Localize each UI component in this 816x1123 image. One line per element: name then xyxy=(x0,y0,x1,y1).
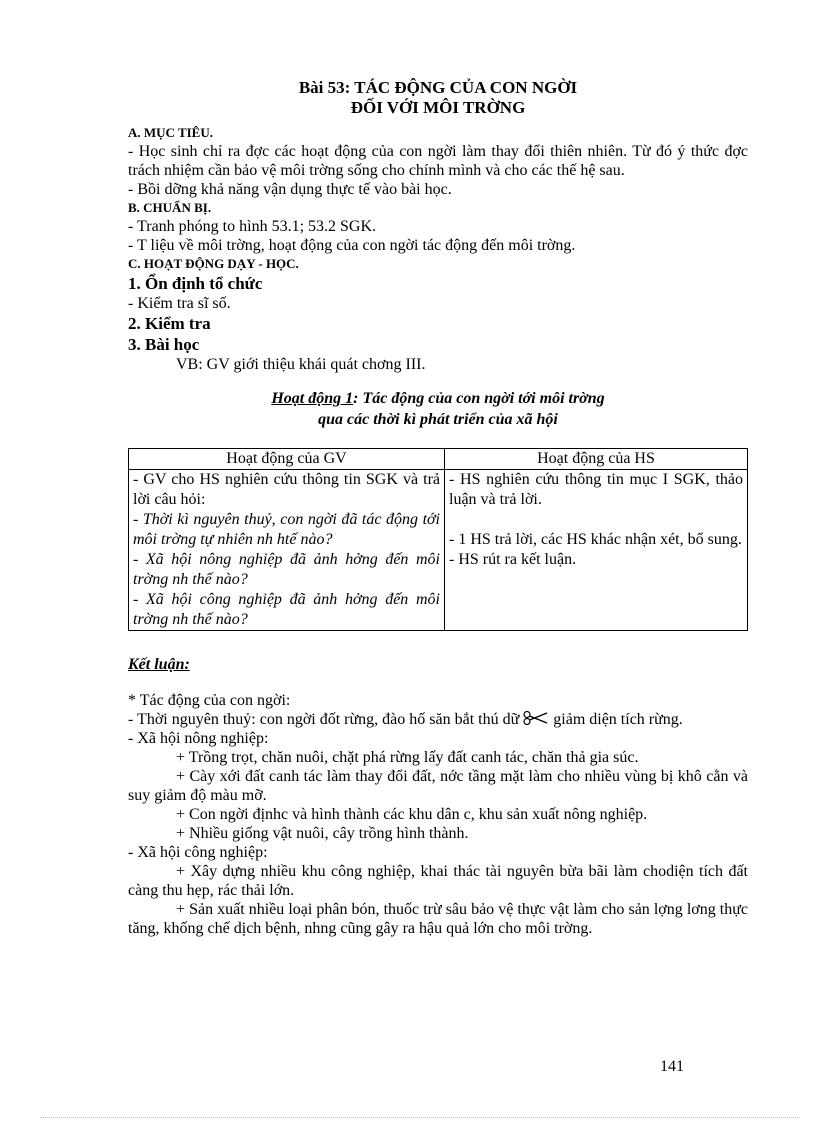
gv-item-3: - Xã hội nông nghiệp đã ảnh hởng đến môi trờng nh thế nào? xyxy=(133,551,440,588)
activity-title xyxy=(128,388,748,409)
activity-title-rest: : Tác động của con ngời tới môi trờng xyxy=(353,390,605,407)
conclusion-line: - Xã hội công nghiệp: xyxy=(128,844,268,861)
gv-activity-cell xyxy=(129,470,445,631)
lesson-title-line1: TÁC ĐỘNG CỦA CON NGỜI xyxy=(354,78,578,97)
hs-activity-cell xyxy=(445,470,748,631)
page-number: 141 xyxy=(660,1058,684,1075)
step-3-heading: 3. Bài học xyxy=(128,335,200,354)
conclusion-primitive-result: giảm diện tích rừng. xyxy=(553,711,683,728)
page-bottom-border xyxy=(40,1117,800,1118)
conclusion-line: + Trồng trọt, chăn nuôi, chặt phá rừng lấy đất canh tác, chăn thả gia súc. xyxy=(176,749,639,766)
hs-item-2: - 1 HS trả lời, các HS khác nhận xét, bổ sung. xyxy=(449,531,742,548)
hs-item-1: - HS nghiên cứu thông tin mục I SGK, thảo luận và trả lời. xyxy=(449,471,743,508)
conclusion-line: + Sản xuất nhiều loại phân bón, thuốc trừ sâu bảo vệ thực vật làm cho sản lợng lơng thực tăng, khống chế dịch bệnh, nhng cũng gây ra hậu quả lớn cho môi trờng. xyxy=(128,901,748,937)
conclusion-heading: Kết luận: xyxy=(128,656,190,673)
conclusion-line: * Tác động của con ngời: xyxy=(128,692,291,709)
table-row xyxy=(129,470,748,631)
activity-label: Hoạt động 1 xyxy=(271,390,354,407)
step-1-heading: 1. Ổn định tổ chức xyxy=(128,274,263,293)
table-header-gv: Hoạt động của GV xyxy=(129,449,445,470)
lesson-number: Bài 53: xyxy=(298,78,351,97)
gv-item-4: - Xã hội công nghiệp đã ảnh hởng đến môi trờng nh thế nào? xyxy=(133,591,440,628)
lesson-title-line2: ĐỐI VỚI MÔI TRỜNG xyxy=(350,98,526,117)
conclusion-line: - Xã hội nông nghiệp: xyxy=(128,730,269,747)
conclusion-primitive-text: - Thời nguyên thuỷ: con ngời đốt rừng, đào hố săn bắt thú dữ xyxy=(128,711,520,728)
scissors-icon xyxy=(523,711,549,725)
page-content xyxy=(128,78,748,938)
step-1-text: - Kiểm tra sĩ số. xyxy=(128,295,231,312)
conclusion-line: + Xây dựng nhiều khu công nghiệp, khai thác tài nguyên bừa bãi làm chodiện tích đất càng thu hẹp, rác thải lớn. xyxy=(128,863,748,899)
table-header-hs: Hoạt động của HS xyxy=(445,449,748,470)
conclusion-line xyxy=(128,710,748,729)
section-a-heading: A. MỤC TIÊU. xyxy=(128,125,213,140)
gv-item-2: - Thời kì nguyên thuỷ, con ngời đã tác động tới môi trờng tự nhiên nh htế nào? xyxy=(133,511,440,548)
step-2-heading: 2. Kiểm tra xyxy=(128,314,211,333)
section-a-objective-2: - Bồi dỡng khả năng vận dụng thực tế vào bài học. xyxy=(128,181,452,198)
step-3-text: VB: GV giới thiệu khái quát chơng III. xyxy=(176,356,426,373)
section-b-item-2: - T liệu về môi trờng, hoạt động của con ngời tác động đến môi trờng. xyxy=(128,237,576,254)
section-c-heading: C. HOẠT ĐỘNG DẠY - HỌC. xyxy=(128,256,299,271)
conclusion-line: + Con ngời địnhc và hình thành các khu dân c, khu sản xuất nông nghiệp. xyxy=(176,806,648,823)
section-b-item-1: - Tranh phóng to hình 53.1; 53.2 SGK. xyxy=(128,218,377,235)
section-b-heading: B. CHUẨN BỊ. xyxy=(128,200,212,215)
lesson-title xyxy=(128,78,748,98)
gv-item-1: - GV cho HS nghiên cứu thông tin SGK và trả lời câu hỏi: xyxy=(133,471,440,508)
conclusion-line: + Cày xới đất canh tác làm thay đổi đất, nớc tầng mặt làm cho nhiều vùng bị khô cằn và suy giảm độ màu mỡ. xyxy=(128,768,748,804)
section-a-objective-1: - Học sinh chỉ ra đợc các hoạt động của con ngời làm thay đổi thiên nhiên. Từ đó ý thức đợc trách nhiệm cần bảo vệ môi trờng sống cho chính mình và cho các thế hệ sau. xyxy=(128,143,748,179)
hs-item-3: - HS rút ra kết luận. xyxy=(449,551,577,568)
activity-table xyxy=(128,448,748,631)
conclusion-line: + Nhiều giống vật nuôi, cây trồng hình thành. xyxy=(176,825,469,842)
table-header-row xyxy=(129,449,748,470)
activity-title-line2: qua các thời kì phát triển của xã hội xyxy=(318,411,558,428)
